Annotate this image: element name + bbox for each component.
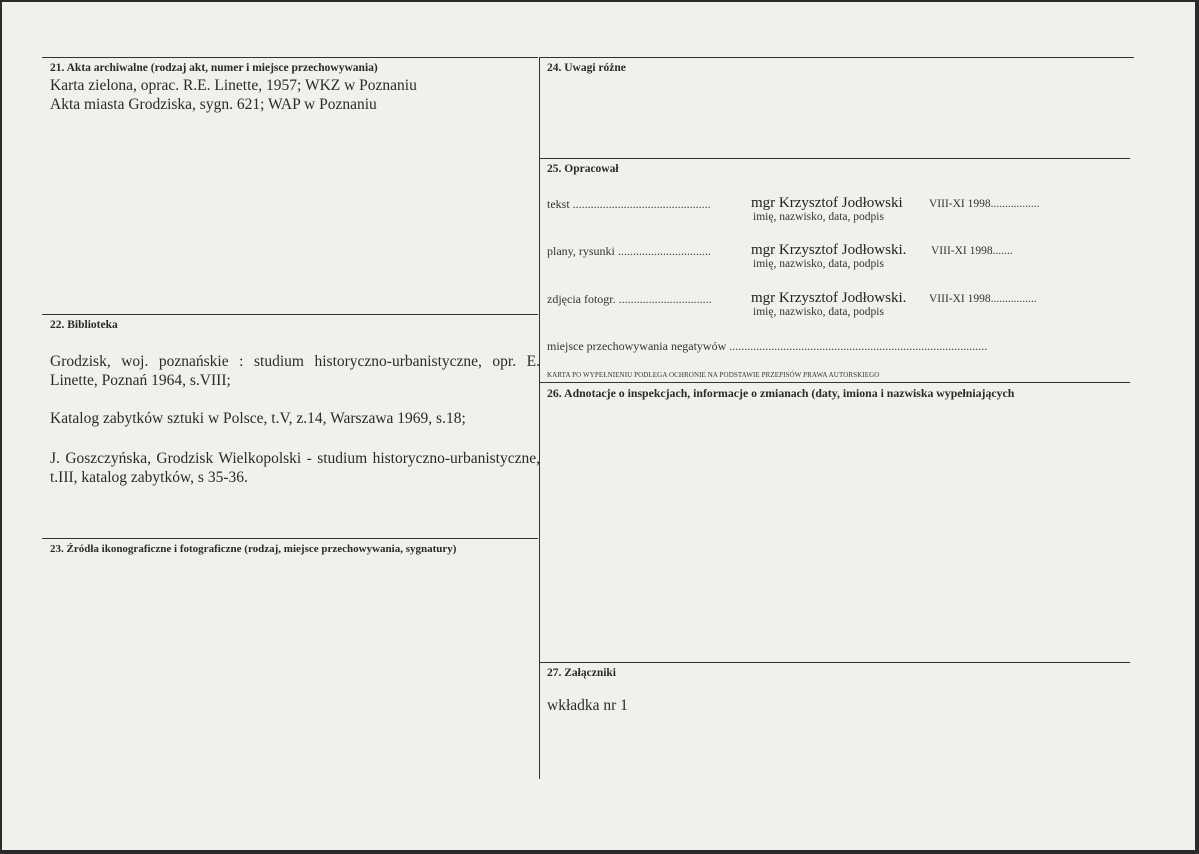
s25-row-3-dots: ...............................	[618, 292, 712, 306]
s27-value: wkładka nr 1	[547, 697, 628, 714]
s27-heading: 27. Załączniki	[547, 667, 617, 679]
s25-row-3-date-text: VIII-XI 1998	[929, 293, 991, 305]
s25-negatives-dots: ......................................................................................	[729, 339, 988, 353]
s22-entry-1: Grodzisk, woj. poznańskie : studium historyczno-urbanistyczne, opr. E. Linette, Poznań 1964, s.VIII;	[50, 353, 540, 389]
s25-row-1-label-text: tekst	[547, 197, 570, 211]
s25-row-1-date-text: VIII-XI 1998	[929, 198, 991, 210]
s21-heading: 21. Akta archiwalne (rodzaj akt, numer i miejsce przechowywania)	[50, 62, 378, 74]
s23-heading: 23. Źródła ikonograficzne i fotograficzne (rodzaj, miejsce przechowywania, sygnatury)	[50, 543, 457, 555]
s26-heading: 26. Adnotacje o inspekcjach, informacje o zmianach (daty, imiona i nazwiska wypełniających	[547, 386, 1015, 400]
s25-negatives	[547, 339, 987, 354]
s25-row-3-sub: imię, nazwisko, data, podpis	[753, 306, 884, 318]
s25-row-1-name: mgr Krzysztof Jodłowski	[751, 195, 903, 211]
s21-line-2: Akta miasta Grodziska, sygn. 621; WAP w Poznaniu	[50, 96, 377, 113]
s26-top-rule	[540, 382, 1130, 383]
s25-row-2-name: mgr Krzysztof Jodłowski.	[751, 242, 907, 258]
record-card	[2, 2, 1195, 850]
s25-row-3-label	[547, 292, 712, 307]
s25-row-2-date-dots: .......	[992, 245, 1013, 257]
s27-top-rule	[540, 662, 1130, 663]
s25-heading: 25. Opracował	[547, 163, 619, 175]
s25-row-1-date-dots: .................	[990, 198, 1040, 210]
s24-top-rule	[540, 57, 1134, 58]
s25-row-2-label	[547, 244, 711, 259]
s23-top-rule	[42, 538, 538, 539]
s25-row-3-date-dots: ................	[990, 293, 1037, 305]
s25-row-2-date	[931, 245, 1013, 257]
s22-entry-3: J. Goszczyńska, Grodzisk Wielkopolski - studium historyczno-urbanistyczne, t.III, katalog zabytków, s 35-36.	[50, 450, 540, 486]
s25-row-2-label-text: plany, rysunki	[547, 244, 615, 258]
s25-negatives-label: miejsce przechowywania negatywów	[547, 339, 727, 353]
s21-line-1: Karta zielona, oprac. R.E. Linette, 1957; WKZ w Poznaniu	[50, 77, 417, 94]
s25-row-1-date	[929, 198, 1040, 210]
s25-row-1-label	[547, 197, 711, 212]
s21-top-rule	[42, 57, 538, 58]
s22-entry-2: Katalog zabytków sztuki w Polsce, t.V, z.14, Warszawa 1969, s.18;	[50, 410, 466, 427]
s25-row-2-dots: ...............................	[617, 244, 711, 258]
s25-row-2-date-text: VIII-XI 1998	[931, 245, 993, 257]
s22-heading: 22. Biblioteka	[50, 319, 118, 331]
s25-top-rule	[540, 158, 1130, 159]
s22-top-rule	[42, 314, 538, 315]
copyright-note: KARTA PO WYPEŁNIENIU PODLEGA OCHRONIE NA PODSTAWIE PRZEPISÓW PRAWA AUTORSKIEGO	[547, 371, 880, 379]
s25-row-2-sub: imię, nazwisko, data, podpis	[753, 258, 884, 270]
s25-row-3-name: mgr Krzysztof Jodłowski.	[751, 290, 907, 306]
s25-row-3-date	[929, 293, 1037, 305]
s25-row-1-dots: ..............................................	[572, 197, 711, 211]
s24-heading: 24. Uwagi różne	[547, 62, 626, 74]
s25-row-3-label-text: zdjęcia fotogr.	[547, 292, 616, 306]
s25-row-1-sub: imię, nazwisko, data, podpis	[753, 211, 884, 223]
